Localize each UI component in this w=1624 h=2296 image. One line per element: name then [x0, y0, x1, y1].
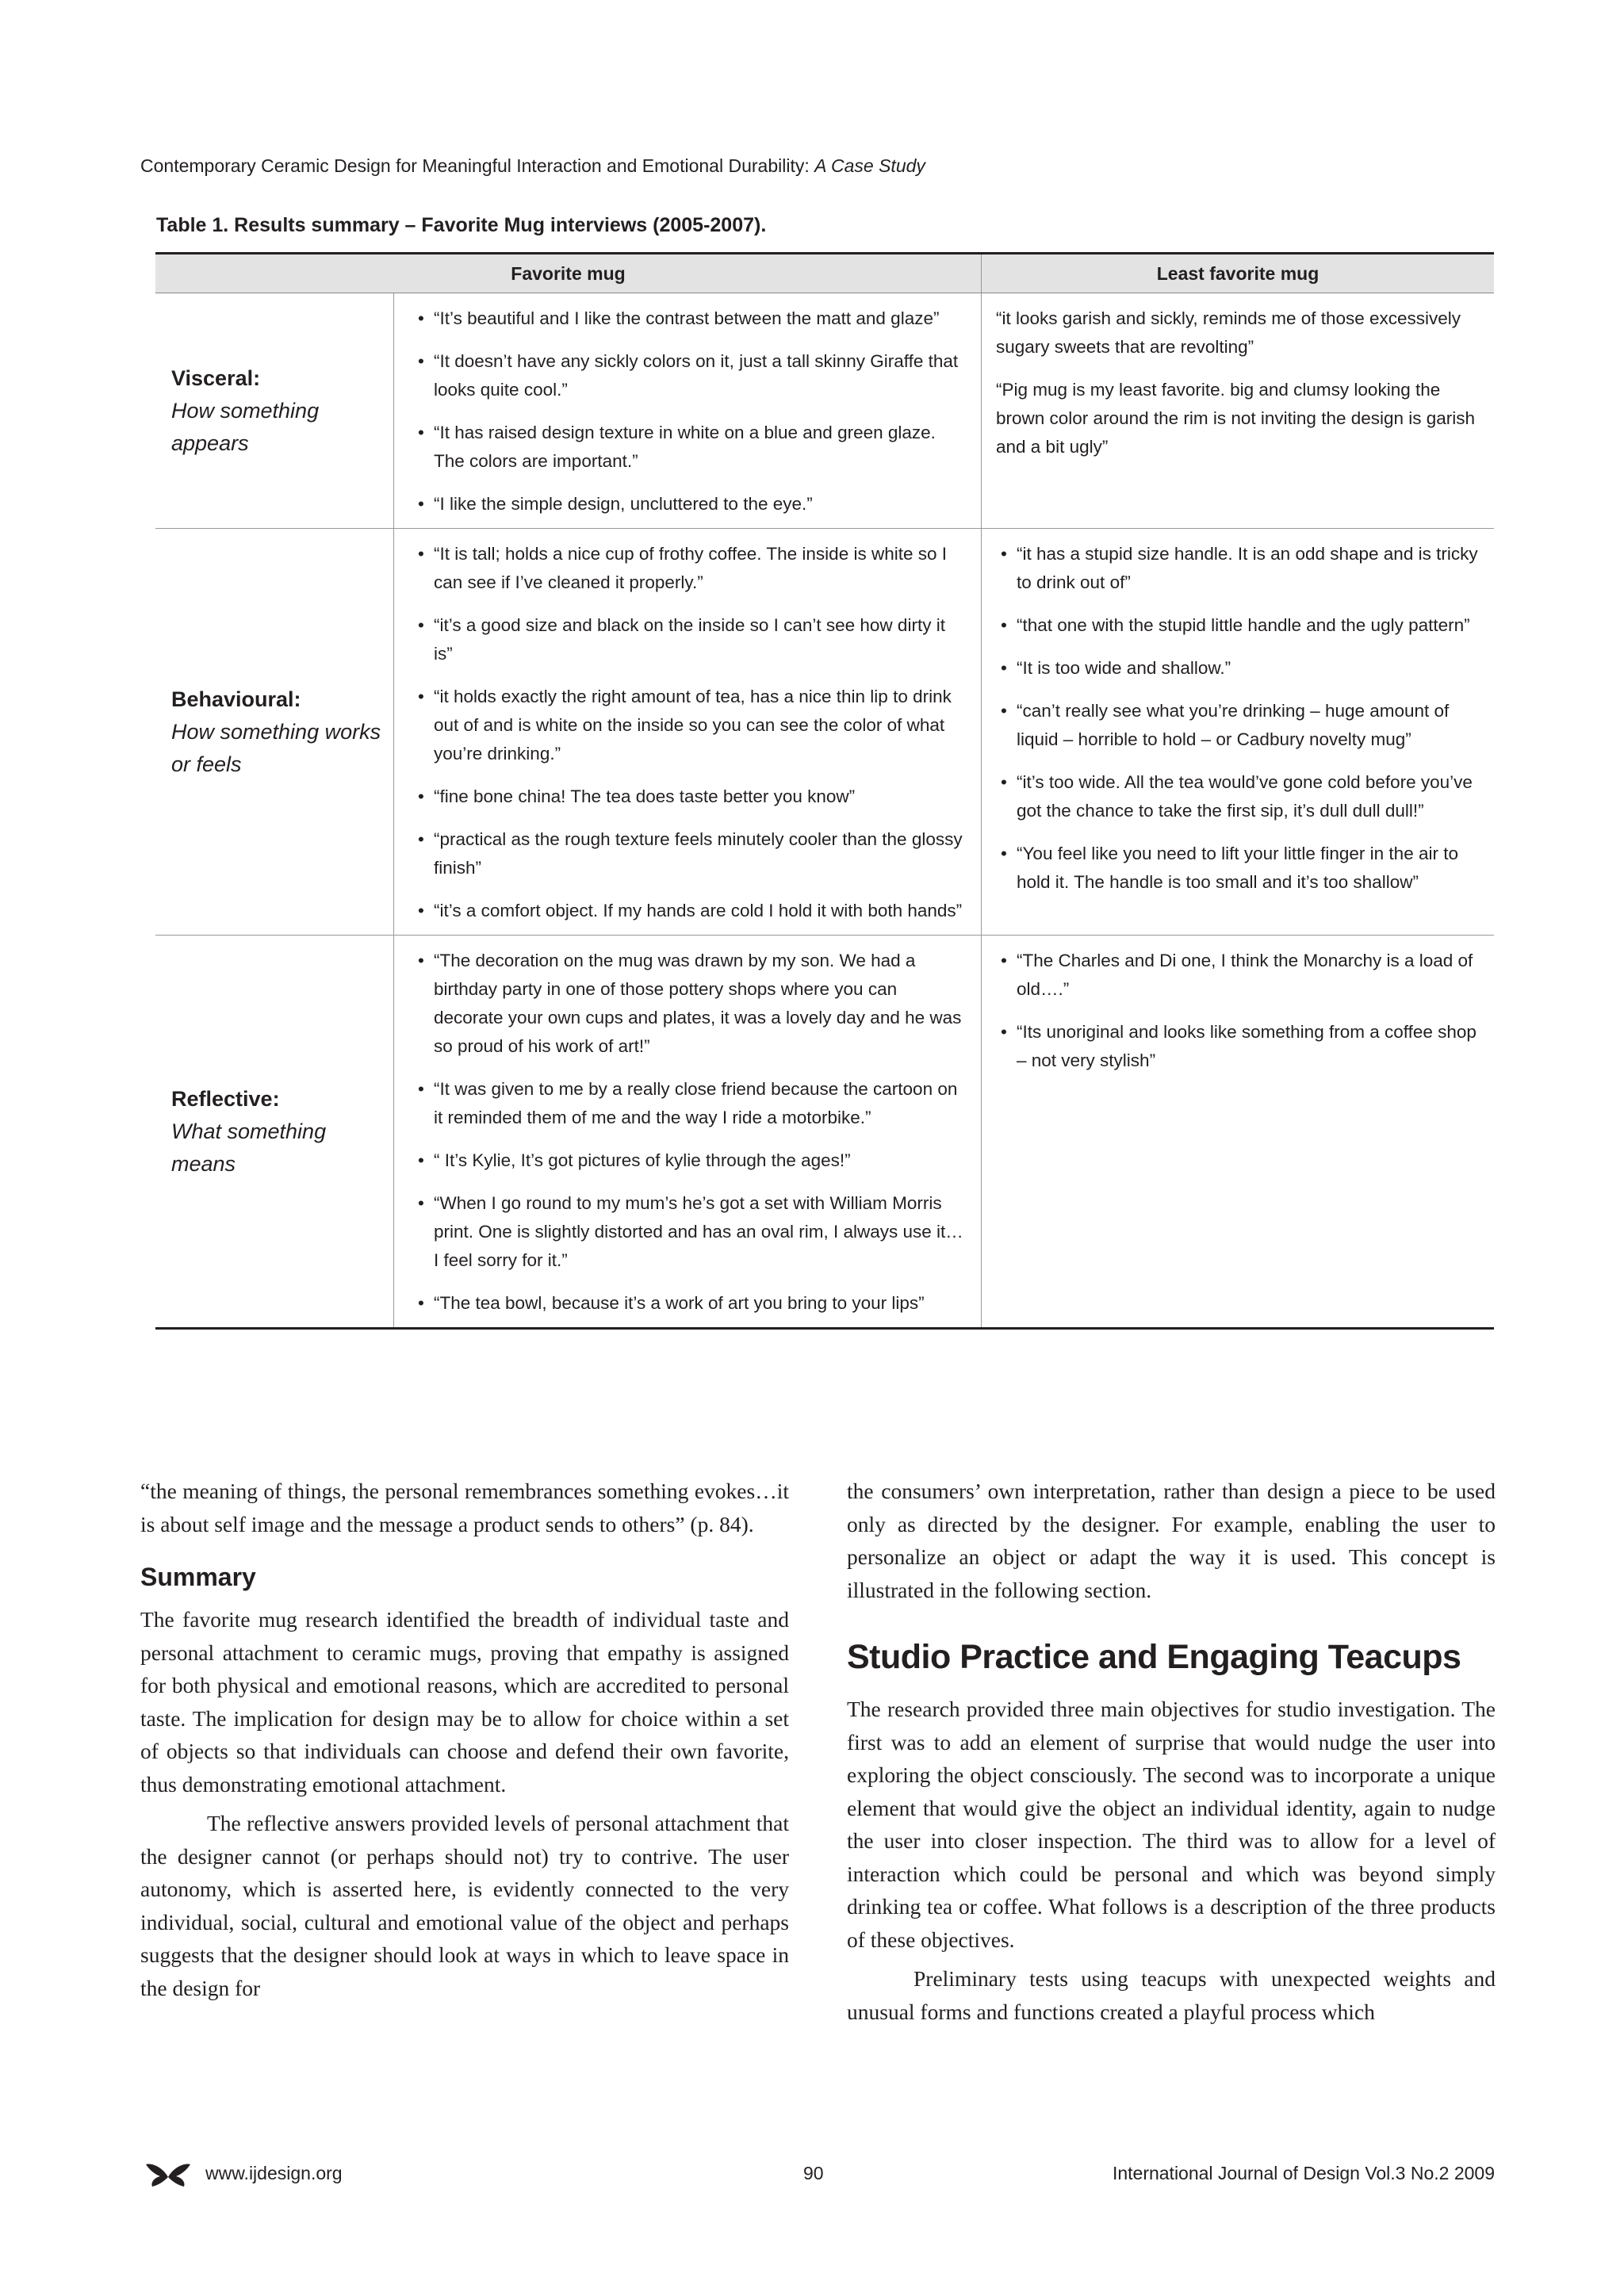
least-favorite-quote: • “can’t really see what you’re drinking – huge amount of liquid – horrible to hold – or Cadbury novelty mug” — [1001, 697, 1481, 754]
favorite-quote: • “ It’s Kylie, It’s got pictures of kylie through the ages!” — [418, 1146, 968, 1175]
right-intro-paragraph: the consumers’ own interpretation, rather than design a piece to be used only as directed by the designer. For example, enabling the user to personalize an object or adapt the way it is used. This concept is illustrated in the following section. — [847, 1479, 1496, 1602]
results-table — [155, 252, 1494, 1330]
least-favorite-quote: • “that one with the stupid little handle and the ugly pattern” — [1001, 611, 1481, 640]
level-name: Reflective: — [171, 1086, 280, 1111]
least-favorite-quote: • “Its unoriginal and looks like something from a coffee shop – not very stylish” — [1001, 1018, 1481, 1075]
level-name: Visceral: — [171, 365, 261, 390]
favorite-quote: • “It’s beautiful and I like the contrast between the matt and glaze” — [418, 304, 968, 333]
favorite-quote: • “fine bone china! The tea does taste better you know” — [418, 783, 968, 811]
favorite-quote: • “practical as the rough texture feels minutely cooler than the glossy finish” — [418, 825, 968, 882]
favorite-quote: • “it’s a comfort object. If my hands are cold I hold it with both hands” — [418, 897, 968, 925]
least-favorite-quote: • “You feel like you need to lift your little finger in the air to hold it. The handle is too small and it’s too shallow” — [1001, 840, 1481, 897]
least-favorite-quote-list — [982, 529, 1494, 906]
summary-paragraph-1: The favorite mug research identified the breadth of individual taste and personal attachment to ceramic mugs, proving that empathy is assigned for both physical and emotional reasons, which are accredited to personal taste. The implication for design may be to allow for choice within a set of objects so that individuals can choose and defend their own favorite, thus demonstrating emotional attachment. — [140, 1607, 789, 1797]
level-description: What something means — [171, 1119, 327, 1176]
favorite-quote: • “it’s a good size and black on the inside so I can’t see how dirty it is” — [418, 611, 968, 668]
least-favorite-quote: “Pig mug is my least favorite. big and clumsy looking the brown color around the rim is not inviting the design is garish and a bit ugly” — [996, 380, 1476, 457]
level-description: How something appears — [171, 398, 320, 455]
right-column — [847, 1475, 1496, 2028]
table-row — [155, 529, 1494, 936]
journal-citation: International Journal of Design Vol.3 No.2 2009 — [1112, 2163, 1495, 2183]
favorite-quote: • “it holds exactly the right amount of tea, has a nice thin lip to drink out of and is white on the inside so you can see the color of what you’re drinking.” — [418, 683, 968, 768]
footer-site-link[interactable]: www.ijdesign.org — [205, 2163, 343, 2183]
least-favorite-quote: • “The Charles and Di one, I think the Monarchy is a load of old….” — [1001, 947, 1481, 1004]
left-column — [140, 1475, 789, 2004]
least-favorite-quotes-cell — [982, 936, 1495, 1329]
running-head — [140, 155, 1488, 177]
page-number: 90 — [803, 2163, 824, 2183]
left-intro-paragraph: “the meaning of things, the personal remembrances something evokes…it is about self image and the message a product sends to others” (p. 84). — [140, 1479, 789, 1536]
level-description: How something works or feels — [171, 719, 381, 776]
table-body — [155, 293, 1494, 1329]
column-header-favorite: Favorite mug — [155, 254, 982, 293]
least-favorite-quote: • “it’s too wide. All the tea would’ve gone cold before you’ve got the chance to take the first sip, it’s dull dull dull!” — [1001, 768, 1481, 825]
running-title: Contemporary Ceramic Design for Meaningful Interaction and Emotional Durability: — [140, 155, 815, 176]
least-favorite-quotes-cell — [982, 529, 1495, 936]
least-favorite-quotes-cell — [982, 293, 1495, 529]
favorite-quotes-cell — [394, 936, 982, 1329]
favorite-quote: • “It was given to me by a really close friend because the cartoon on it reminded them of me and the way I ride a motorbike.” — [418, 1075, 968, 1132]
least-favorite-quote: “it looks garish and sickly, reminds me of those excessively sugary sweets that are revolting” — [996, 308, 1461, 357]
favorite-quote: • “It doesn’t have any sickly colors on it, just a tall skinny Giraffe that looks quite cool.” — [418, 347, 968, 404]
table-header-row — [155, 254, 1494, 293]
favorite-quote: • “It is tall; holds a nice cup of frothy coffee. The inside is white so I can see if I’ve cleaned it properly.” — [418, 540, 968, 597]
favorite-quote: • “It has raised design texture in white on a blue and green glaze. The colors are important.” — [418, 419, 968, 476]
level-cell — [155, 293, 394, 529]
favorite-quote: • “The decoration on the mug was drawn by my son. We had a birthday party in one of those pottery shops where you can decorate your own cups and plates, it was a lovely day and he was so proud of his work of art!” — [418, 947, 968, 1061]
studio-paragraph-1: The research provided three main objectives for studio investigation. The first was to add an element of surprise that would nudge the user into exploring the object consciously. The second was to incorporate a unique element that would give the object an individual identity, again to nudge the user into closer inspection. The third was to allow for a level of interaction which could be personal and which was beyond simply drinking tea or coffee. What follows is a description of the three products of these objectives. — [847, 1697, 1496, 1952]
page-footer — [140, 2158, 1495, 2190]
summary-heading: Summary — [140, 1563, 256, 1591]
favorite-quote-list — [394, 529, 981, 935]
level-cell — [155, 936, 394, 1329]
favorite-quote-list — [394, 936, 981, 1327]
level-name: Behavioural: — [171, 687, 301, 711]
running-title-italic: A Case Study — [814, 155, 925, 176]
least-favorite-quote: • “it has a stupid size handle. It is an odd shape and is tricky to drink out of” — [1001, 540, 1481, 597]
least-favorite-quote-list — [982, 293, 1494, 485]
column-header-least: Least favorite mug — [982, 254, 1495, 293]
table-row — [155, 936, 1494, 1329]
studio-paragraph-2: Preliminary tests using teacups with unexpected weights and unusual forms and functions created a playful process which — [847, 1966, 1496, 2024]
favorite-quotes-cell — [394, 293, 982, 529]
favorite-quote: • “I like the simple design, uncluttered to the eye.” — [418, 490, 968, 519]
table-caption: Table 1. Results summary – Favorite Mug interviews (2005-2007). — [156, 214, 767, 236]
summary-paragraph-2: The reflective answers provided levels of personal attachment that the designer cannot (or perhaps should not) try to contrive. The user autonomy, which is asserted here, is evidently connected to the very individual, social, cultural and emotional value of the object and perhaps suggests that the designer should look at ways in which to leave space in the design for — [140, 1811, 789, 2000]
table-row — [155, 293, 1494, 529]
favorite-quotes-cell — [394, 529, 982, 936]
butterfly-logo-icon — [144, 2161, 192, 2188]
level-cell — [155, 529, 394, 936]
favorite-quote: • “When I go round to my mum’s he’s got a set with William Morris print. One is slightly distorted and has an oval rim, I always use it…I feel sorry for it.” — [418, 1189, 968, 1275]
least-favorite-quote: • “It is too wide and shallow.” — [1001, 654, 1481, 683]
least-favorite-quote-list — [982, 936, 1494, 1085]
favorite-quote-list — [394, 293, 981, 528]
section-heading: Studio Practice and Engaging Teacups — [847, 1638, 1461, 1676]
favorite-quote: • “The tea bowl, because it’s a work of art you bring to your lips” — [418, 1289, 968, 1318]
